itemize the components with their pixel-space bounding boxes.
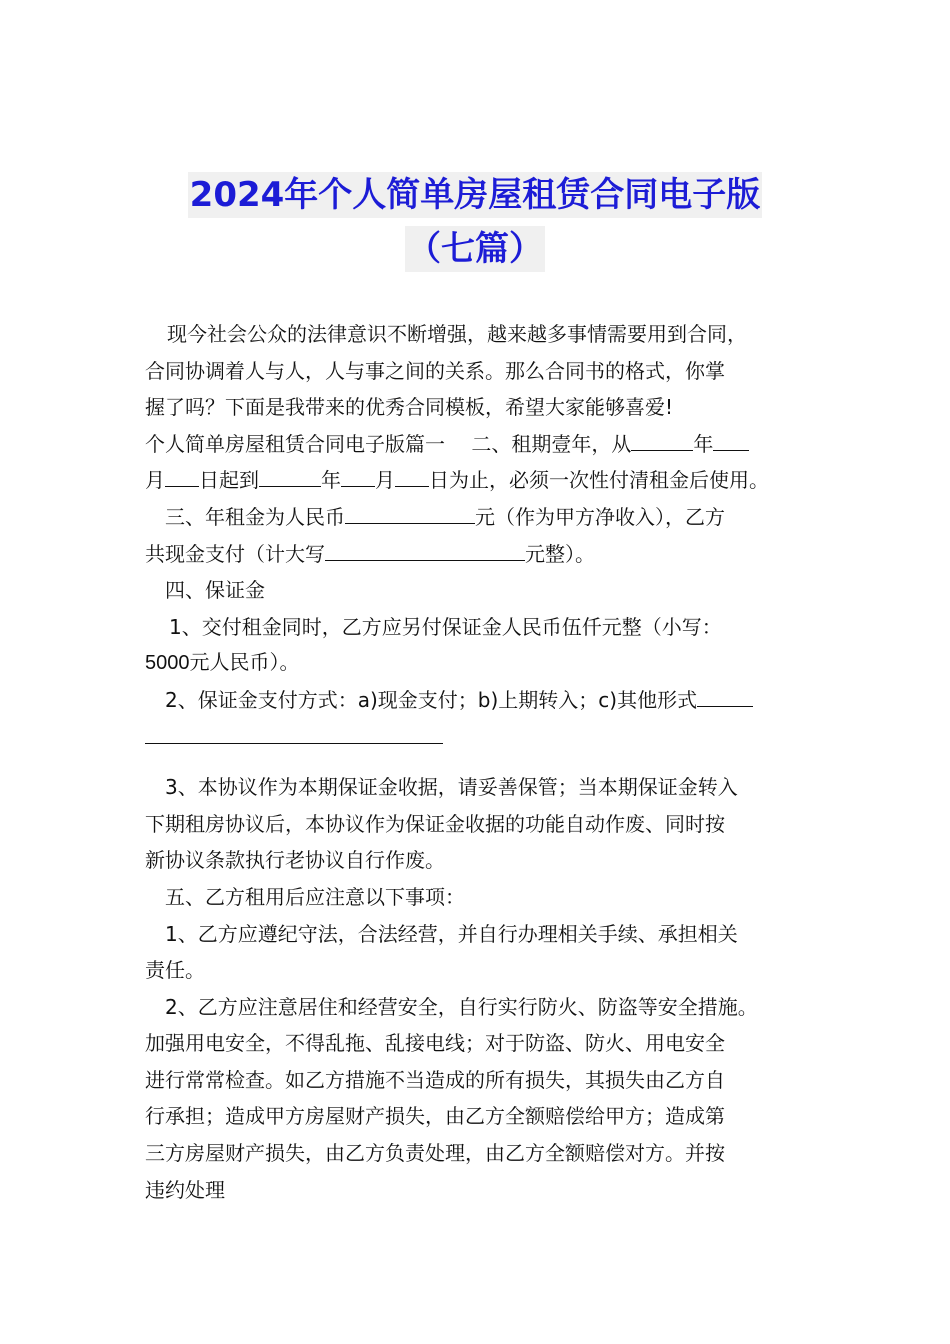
paragraph-line: 2、乙方应注意居住和经营安全，自行实行防火、防盗等安全措施。 <box>165 994 758 1019</box>
paragraph-line: 违约处理 <box>145 1177 225 1202</box>
line-text: 2、保证金支付方式：a)现金支付；b)上期转入；c)其他形式 <box>165 687 698 712</box>
paragraph-line: 进行常常检查。如乙方措施不当造成的所有损失，其损失由乙方自 <box>145 1067 725 1092</box>
paragraph-line: 现今社会公众的法律意识不断增强，越来越多事情需要用到合同， <box>167 322 747 346</box>
line-text: 共现金支付（计大写 <box>145 541 325 566</box>
section-heading: 五、乙方租用后应注意以下事项： <box>165 884 465 909</box>
paragraph-line: 责任。 <box>145 958 205 983</box>
line-text: 年 <box>693 431 714 456</box>
line-text: 日起到 <box>199 468 259 493</box>
line-text: 元（作为甲方净收入），乙方 <box>475 504 725 529</box>
line-text: 日为止，必须一次性付清租金后使用。 <box>429 468 769 493</box>
blank-field[interactable] <box>325 538 525 561</box>
blank-field[interactable] <box>259 464 321 487</box>
line-text: 月 <box>375 468 395 493</box>
blank-field[interactable] <box>631 428 693 451</box>
title-line-1: 2024年个人简单房屋租赁合同电子版 <box>188 172 763 218</box>
line-text: 元整）。 <box>525 541 595 566</box>
title-line-2: （七篇） <box>405 226 545 272</box>
blank-field[interactable] <box>341 464 375 487</box>
blank-field[interactable] <box>713 428 749 451</box>
paragraph-line <box>145 682 825 719</box>
paragraph-line <box>145 536 825 573</box>
document-title <box>0 172 950 280</box>
paragraph-line: 1、交付租金同时，乙方应另付保证金人民币伍仟元整（小写： <box>169 614 722 639</box>
paragraph-line: 新协议条款执行老协议自行作废。 <box>145 848 445 873</box>
paragraph-line: 加强用电安全，不得乱拖、乱接电线；对于防盗、防火、用电安全 <box>145 1031 725 1056</box>
paragraph-line <box>145 499 825 536</box>
paragraph-line <box>145 426 825 463</box>
blank-field[interactable] <box>345 501 475 524</box>
blank-field[interactable] <box>145 721 443 744</box>
blank-field[interactable] <box>395 464 429 487</box>
paragraph-line: 行承担；造成甲方房屋财产损失，由乙方全额赔偿给甲方；造成第 <box>145 1104 725 1129</box>
paragraph-line: 握了吗？下面是我带来的优秀合同模板，希望大家能够喜爱! <box>145 395 674 420</box>
line-text: 三、年租金为人民币 <box>165 504 345 529</box>
line-text: 月 <box>145 468 165 493</box>
paragraph-line: 下期租房协议后，本协议作为保证金收据的功能自动作废、同时按 <box>145 811 725 836</box>
blank-field[interactable] <box>165 464 199 487</box>
paragraph-line <box>145 462 825 499</box>
line-text: 个人简单房屋租赁合同电子版篇一 二、租期壹年，从 <box>145 431 632 456</box>
paragraph-line: 5000元人民币）。 <box>145 652 300 675</box>
section-heading: 四、保证金 <box>165 578 265 603</box>
paragraph-line: 三方房屋财产损失，由乙方负责处理，由乙方全额赔偿对方。并按 <box>145 1141 725 1166</box>
blank-field[interactable] <box>697 684 753 707</box>
paragraph-line <box>145 719 825 756</box>
paragraph-line: 3、本协议作为本期保证金收据，请妥善保管；当本期保证金转入 <box>165 775 738 800</box>
document-body <box>145 316 825 1208</box>
line-text: 年 <box>321 468 341 493</box>
paragraph-line: 合同协调着人与人，人与事之间的关系。那么合同书的格式，你掌 <box>145 358 725 383</box>
paragraph-line: 1、乙方应遵纪守法，合法经营，并自行办理相关手续、承担相关 <box>165 921 738 946</box>
